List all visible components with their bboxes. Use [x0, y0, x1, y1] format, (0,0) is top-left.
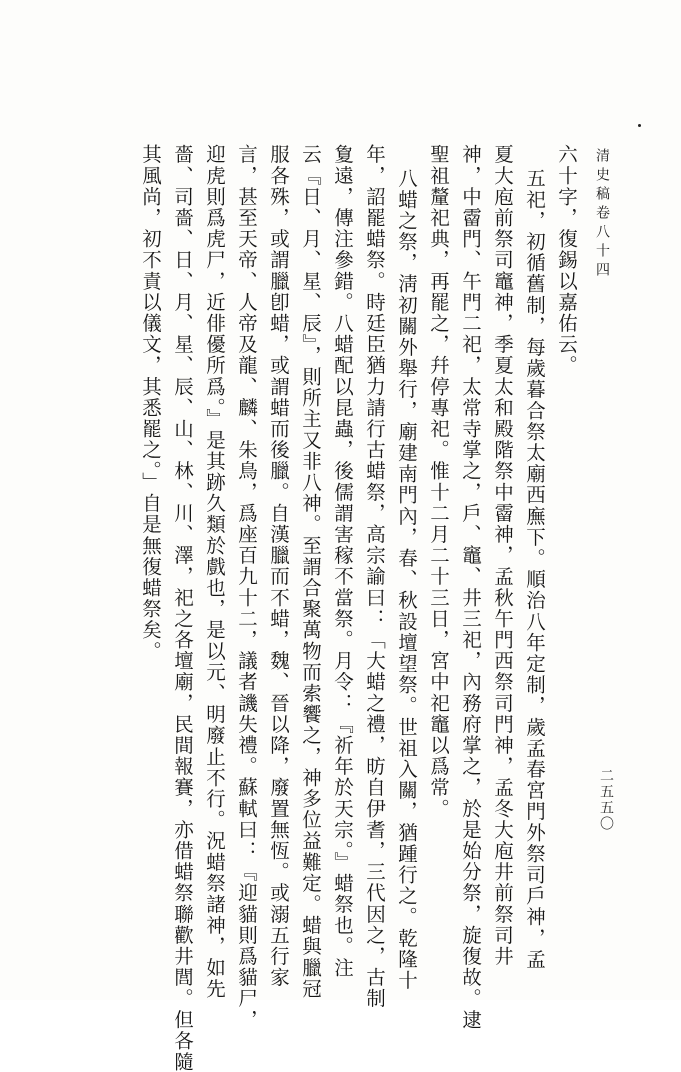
text-column: 年，詔罷蜡祭。時廷臣猶力請行古蜡祭，高宗諭曰：「大蜡之禮，昉自伊耆，三代因之，古制	[363, 144, 386, 1010]
page-number: 二五五〇	[598, 768, 614, 832]
text-column: 迎虎則爲虎尸，近俳優所爲。』是其跡久類於戲也，是以元、明廢止不行。況蜡祭諸神，如先	[203, 144, 226, 1000]
text-column: 云『日、月、星、辰』，則所主又非八神。至謂合聚萬物而索饗之，神多位益難定。蜡與臘冠	[299, 144, 322, 1000]
text-column: 聖祖釐祀典，再罷之，幷停專祀。惟十二月二十三日，宮中祀竈以爲常。	[427, 144, 450, 820]
page-speck	[638, 124, 641, 127]
text-column: 八蜡之祭，淸初關外舉行，廟建南門內，春、秋設壇望祭。世祖入關，猶踵行之。乾隆十	[395, 168, 418, 991]
text-column: 服各殊，或謂臘卽蜡，或謂蜡而後臘。自漢臘而不蜡，魏、晉以降，廢置無恆。或溺五行家	[267, 144, 290, 988]
text-column: 六十字，復錫以嘉佑云。	[555, 144, 578, 377]
text-column: 夐遠，傳注參錯。八蜡配以昆蟲，後儒謂害稼不當祭。月令：『祈年於天宗。』蜡祭也。注	[331, 144, 354, 979]
running-header: 清史稿卷八十四	[594, 148, 610, 281]
text-column: 其風尚，初不責以儀文，其悉罷之。」自是無復蜡祭矣。	[139, 144, 162, 662]
text-column: 五祀，初循舊制，每歲暮合祭太廟西廡下。順治八年定制，歲孟春宮門外祭司戶神，孟	[523, 168, 546, 970]
text-column: 神，中霤門、午門二祀，太常寺掌之，戶、竈、井三祀，內務府掌之，於是始分祭，旋復故。逮	[459, 144, 482, 1031]
text-column: 嗇、司嗇、日、月、星、辰、山、林、川、澤，祀之各壇廟，民間報賽，亦借蜡祭聯歡井閭。但各隨	[171, 144, 194, 1072]
text-column: 言，甚至天帝、人帝及龍、麟、朱鳥，爲座百九十二，議者譏失禮。蘇軾曰：『迎貓則爲貓尸，	[235, 144, 258, 1031]
text-column: 夏大庖前祭司竈神，季夏太和殿階祭中霤神，孟秋午門西祭司門神，孟冬大庖井前祭司井	[491, 144, 514, 967]
